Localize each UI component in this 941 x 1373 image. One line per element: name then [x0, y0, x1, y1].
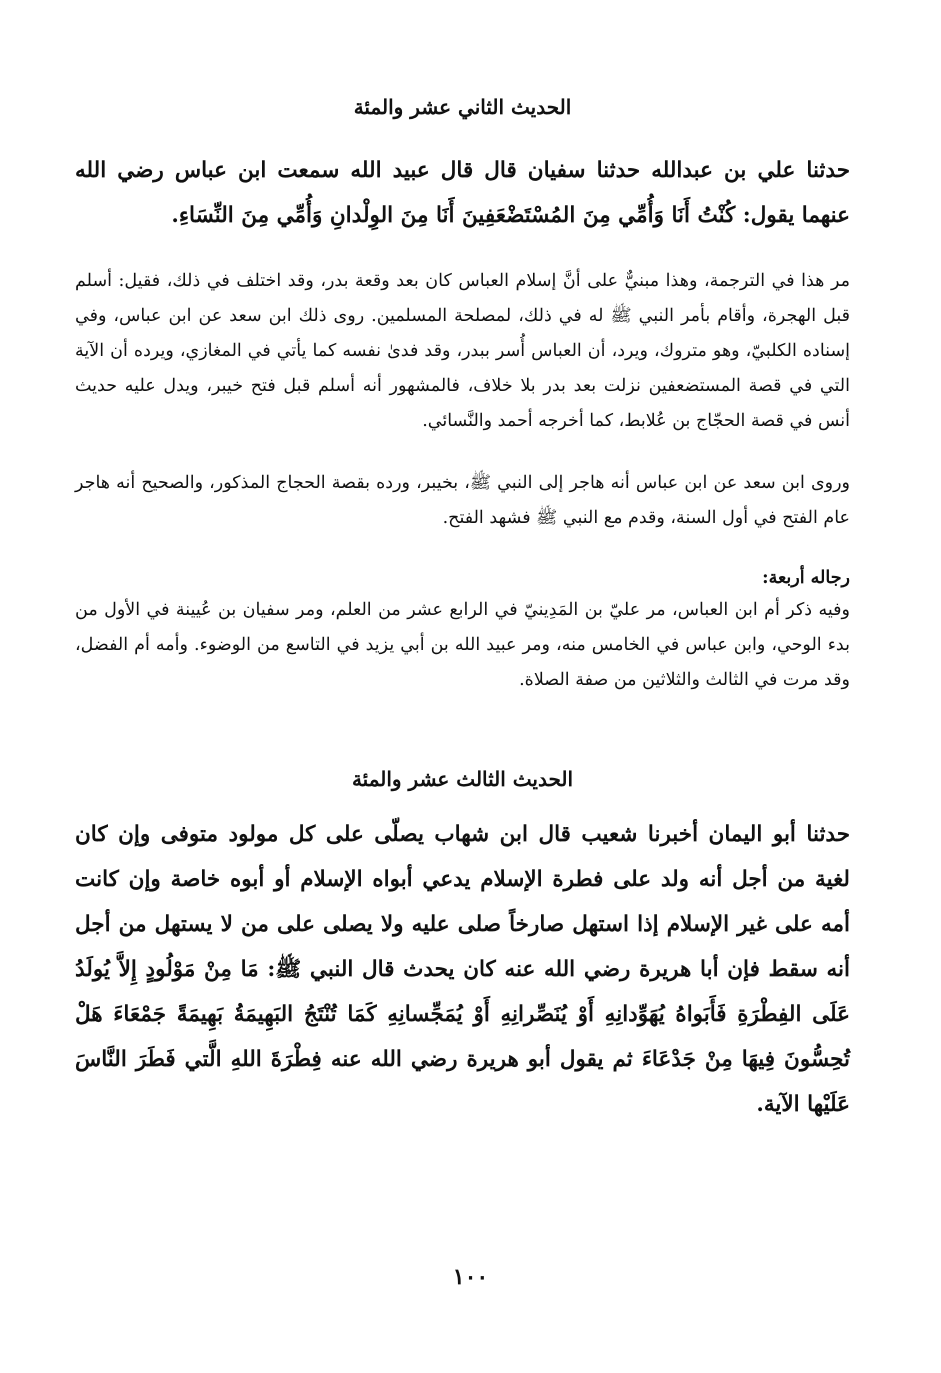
hadith-113-text: حدثنا أبو اليمان أخبرنا شعيب قال ابن شهاب يصلّى على كل مولود متوفى وإن كان لغية من أجل أنه ولد على فطرة الإسلام يدعي أبواه الإسلام أو أبوه خاصة وإن كانت أمه على غير الإسلام إذا استهل صارخاً صلى عليه ولا يصلى على من لا يستهل من أجل أنه سقط فإن أبا هريرة رضي الله عنه كان يحدث قال النبي ﷺ: مَا مِنْ مَوْلُودٍ إِلاَّ يُولَدُ عَلَى الفِطْرَةِ فَأَبَواهُ يُهَوِّدانِهِ أَوْ يُنَصِّرانِهِ أَوْ يُمَجِّسانِهِ كَمَا تُنْتَجُ البَهِيمَةُ بَهِيمَةً جَمْعَاءَ هَلْ تُحِسُّونَ فِيهَا مِنْ جَدْعَاءَ ثم يقول أبو هريرة رضي الله عنه فِطْرَةَ اللهِ الَّتي فَطَرَ النَّاسَ عَلَيْها الآية. [75, 822, 850, 1117]
commentary-paragraph-1: مر هذا في الترجمة، وهذا مبنيٌّ على أنَّ إسلام العباس كان بعد وقعة بدر، وقد اختلف في ذلك، فقيل: أسلم قبل الهجرة، وأقام بأمر النبي ﷺ له في ذلك، لمصلحة المسلمين. روى ذلك ابن سعد عن ابن عباس، وفي إسناده الكلبيّ، وهو متروك، ويرد، أن العباس أُسر ببدر، وقد فدىٰ نفسه كما يأتي في المغازي، ويرده أن الآية التي في قصة المستضعفين نزلت بعد بدر بلا خلاف، فالمشهور أنه أسلم قبل فتح خيبر، ويدل عليه حديث أنس في قصة الحجّاج بن عُلابط، كما أخرجه أحمد والنَّسائي. [75, 271, 850, 431]
narrators-label: رجاله أربعة: [762, 568, 850, 588]
page-number: ١٠٠ [452, 1264, 489, 1290]
hadith-113-title: الحديث الثالث عشر والمئة [351, 767, 574, 791]
page-content [75, 85, 850, 1127]
hadith-112-text: حدثنا علي بن عبدالله حدثنا سفيان قال قال عبيد الله سمعت ابن عباس رضي الله عنهما يقول: كُنْتُ أَنَا وَأُمِّي مِنَ المُسْتَضْعَفِينَ أَنَا مِنَ الوِلْدانِ وَأُمِّي مِنَ النِّسَاءِ. [75, 158, 850, 228]
narrators-paragraph: وفيه ذكر أم ابن العباس، مر عليّ بن المَدِينيّ في الرابع عشر من العلم، ومر سفيان بن عُيينة في الأول من بدء الوحي، وابن عباس في الخامس منه، ومر عبيد الله بن أبي يزيد في التاسع من الوضوء. وأمه أم الفضل، وقد مرت في الثالث والثلاثين من صفة الصلاة. [75, 600, 850, 690]
hadith-112-title: الحديث الثاني عشر والمئة [353, 95, 572, 119]
commentary-paragraph-2: وروى ابن سعد عن ابن عباس أنه هاجر إلى النبي ﷺ، بخيبر، ورده بقصة الحجاج المذكور، والصحيح أنه هاجر عام الفتح في أول السنة، وقدم مع النبي ﷺ فشهد الفتح. [75, 473, 850, 528]
